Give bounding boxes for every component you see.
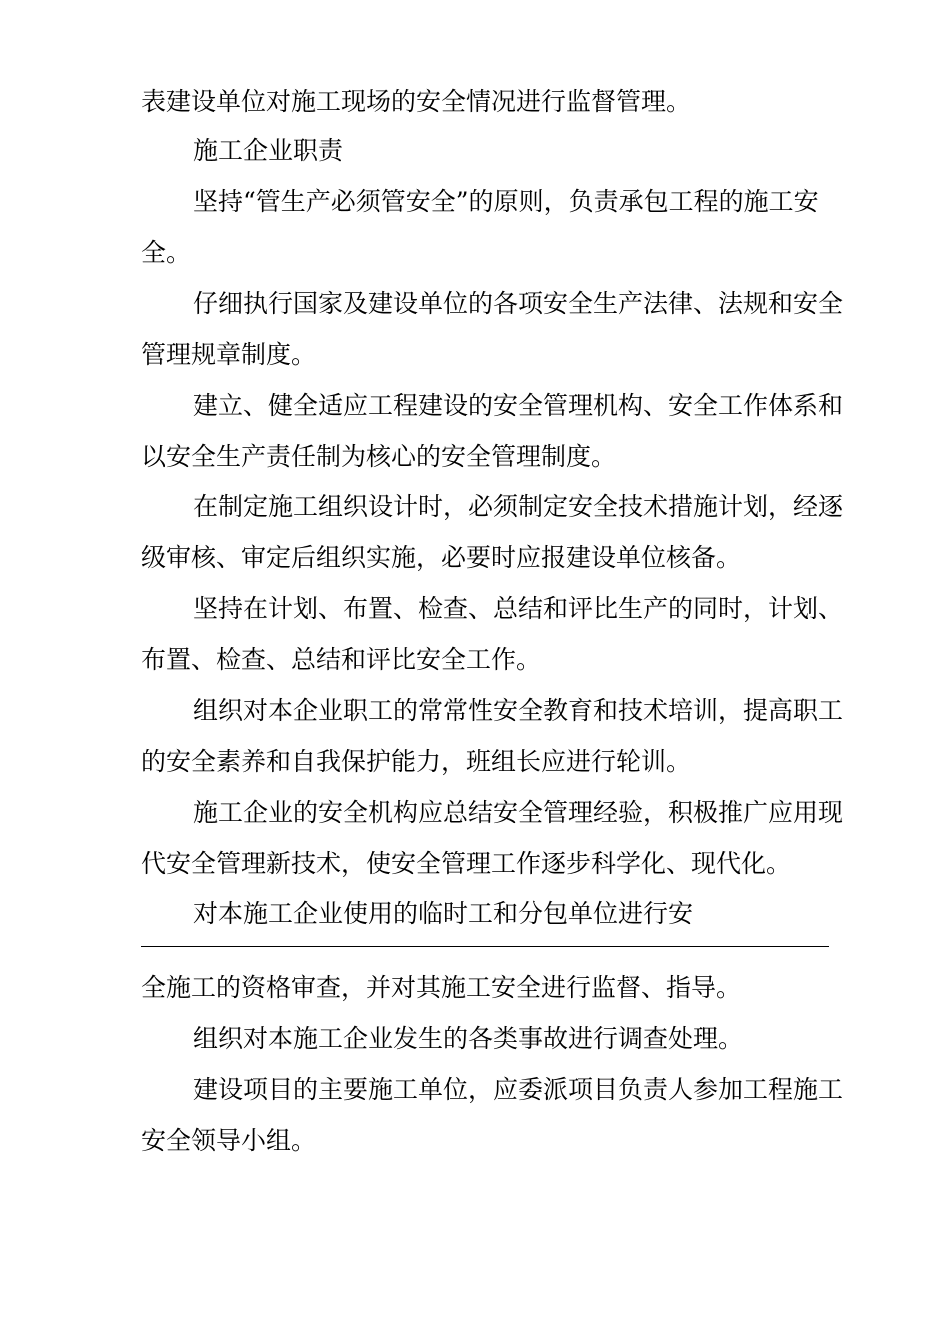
paragraph-line: 坚持“管生产必须管安全”的原则，负责承包工程的施工安: [193, 187, 819, 216]
paragraph-line: 施工企业的安全机构应总结安全管理经验，积极推广应用现: [193, 798, 844, 827]
paragraph-line: 建设项目的主要施工单位，应委派项目负责人参加工程施工: [193, 1075, 844, 1104]
paragraph-line: 布置、检查、总结和评比安全工作。: [141, 645, 542, 674]
paragraph-line: 级审核、审定后组织实施，必要时应报建设单位核备。: [141, 543, 742, 572]
paragraph-line: 全。: [141, 238, 192, 267]
paragraph-line: 全施工的资格审查，并对其施工安全进行监督、指导。: [141, 973, 742, 1002]
section-heading: 施工企业职责: [193, 136, 344, 165]
paragraph-line: 的安全素养和自我保护能力，班组长应进行轮训。: [141, 747, 692, 776]
paragraph-line: 建立、健全适应工程建设的安全管理机构、安全工作体系和: [193, 391, 844, 420]
paragraph-line: 组织对本企业职工的常常性安全教育和技术培训，提高职工: [193, 696, 844, 725]
paragraph-line: 以安全生产责任制为核心的安全管理制度。: [141, 442, 617, 471]
paragraph-line: 坚持在计划、布置、检查、总结和评比生产的同时，计划、: [193, 594, 844, 623]
page-break-divider: [141, 946, 829, 947]
paragraph-line: 安全领导小组。: [141, 1126, 317, 1155]
paragraph-line: 代安全管理新技术，使安全管理工作逐步科学化、现代化。: [141, 849, 792, 878]
body-text-line: 表建设单位对施工现场的安全情况进行监督管理。: [141, 87, 692, 116]
paragraph-line: 对本施工企业使用的临时工和分包单位进行安: [193, 899, 694, 928]
paragraph-line: 管理规章制度。: [141, 340, 317, 369]
paragraph-line: 仔细执行国家及建设单位的各项安全生产法律、法规和安全: [193, 289, 844, 318]
paragraph-line: 组织对本施工企业发生的各类事故进行调查处理。: [193, 1024, 744, 1053]
paragraph-line: 在制定施工组织设计时，必须制定安全技术措施计划，经逐: [193, 492, 844, 521]
